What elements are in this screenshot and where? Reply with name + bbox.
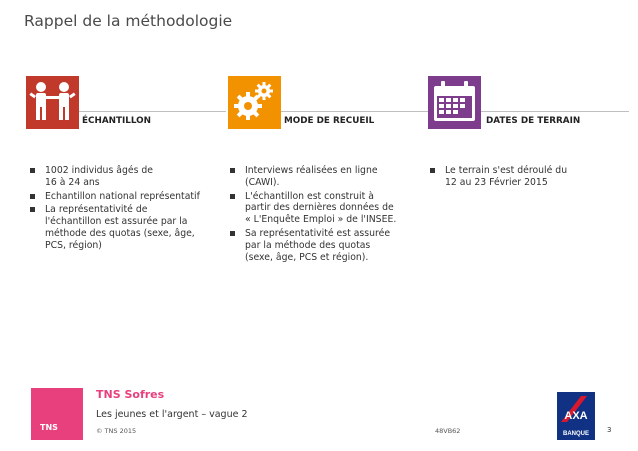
list-item: L'échantillon est construit à partir des dernières données de « L'Enquête Emploi » de l'INSEE.: [228, 191, 423, 226]
bullet-icon: [230, 168, 235, 173]
header-label: DATES DE TERRAIN: [486, 116, 581, 126]
brand-name: TNS Sofres: [96, 388, 165, 401]
people-icon: [26, 76, 79, 129]
axa-logo: [557, 392, 595, 440]
axa-text: AXA: [564, 410, 588, 422]
list-item: Sa représentativité est assurée par la méthode des quotas (sexe, âge, PCS et région).: [228, 228, 423, 263]
bullet-icon: [30, 207, 35, 212]
people-icon-box: [26, 76, 79, 129]
header-label: MODE DE RECUEIL: [284, 116, 375, 126]
bullet-icon: [30, 168, 35, 173]
calendar-icon-box: [428, 76, 481, 129]
page-title: Rappel de la méthodologie: [24, 12, 233, 30]
copyright: © TNS 2015: [96, 427, 137, 435]
column-dates-terrain: [428, 165, 608, 191]
gears-icon-box: [228, 76, 281, 129]
list-item: La représentativité de l'échantillon est assurée par la méthode des quotas (sexe, âge, PCS, région): [28, 204, 218, 251]
column-echantillon: [28, 165, 218, 254]
reference-code: 48VB62: [435, 427, 461, 435]
bullet-icon: [430, 168, 435, 173]
list-item: Le terrain s'est déroulé du 12 au 23 Février 2015: [428, 165, 608, 189]
axa-subtext: BANQUE: [562, 431, 590, 437]
bullet-icon: [230, 194, 235, 199]
tns-logo: TNS: [31, 388, 83, 440]
bullet-icon: [230, 231, 235, 236]
calendar-icon: [428, 76, 481, 129]
list-item: Interviews réalisées en ligne (CAWI).: [228, 165, 423, 189]
study-title: Les jeunes et l'argent – vague 2: [96, 409, 248, 420]
page-number: 3: [607, 426, 612, 434]
list-item: 1002 individus âgés de 16 à 24 ans: [28, 165, 218, 189]
list-item: Echantillon national représentatif: [28, 191, 218, 203]
column-mode-recueil: [228, 165, 423, 265]
bullet-icon: [30, 194, 35, 199]
gears-icon: [228, 76, 281, 129]
header-label: ÉCHANTILLON: [82, 116, 152, 126]
